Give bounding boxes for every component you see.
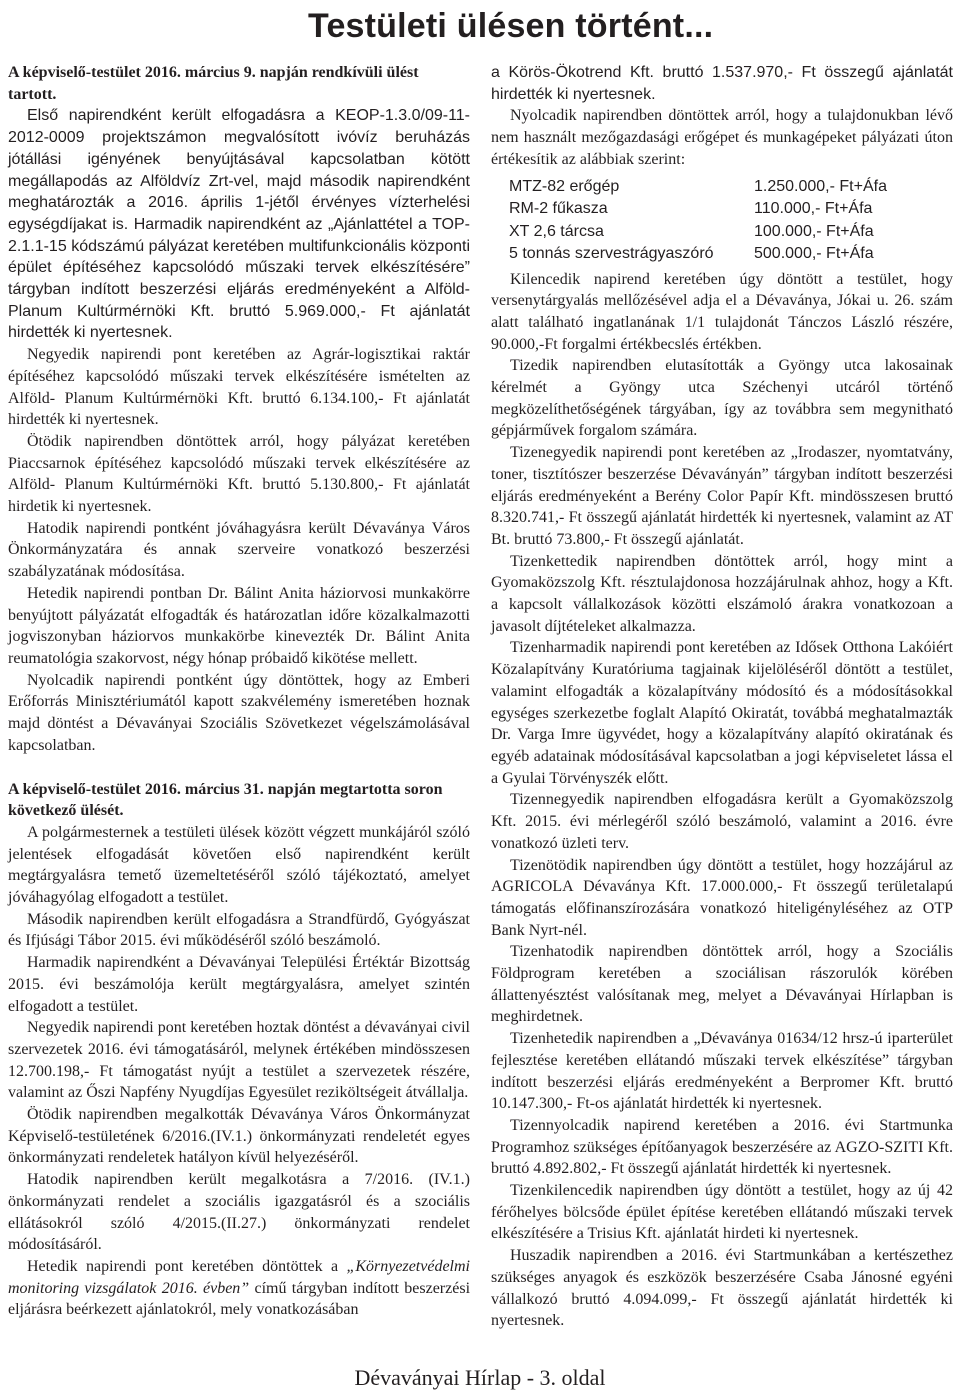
article-paragraph: A polgármesternek a testületi ülések között végzett munkájáról szóló jelentések elfogadását követően első napirendként került megtárgyalásra temető üzemeltetéséről szóló tájékoztató, amelyet jóváhagyólag elfogadott a testület. — [8, 823, 470, 907]
table-cell-item: RM-2 fűkasza — [509, 200, 608, 218]
session2-heading: A képviselő-testület 2016. március 31. napján megtartotta soron következő ülését. — [8, 780, 443, 820]
table-cell-item: 5 tonnás szervestrágyaszóró — [509, 245, 714, 263]
article-paragraph: a Körös-Ökotrend Kft. bruttó 1.537.970,- Ft összegű ajánlatát hirdették ki nyertesnek. — [491, 64, 953, 103]
machinery-price-table — [509, 176, 887, 266]
article-paragraph: Negyedik napirendi pont keretében az Agrár-logisztikai raktár építéséhez kapcsolódó műszaki tervek elkészítésére ismételten az Alföld- Planum Kultúrmérnöki Kft. bruttó 6.134.100,- Ft ajánlatát hirdették ki nyertesnek. — [8, 346, 470, 429]
article-paragraph: Nyolcadik napirendben döntöttek arról, hogy a tulajdonukban lévő nem használt mezőgazdasági erőgépet és munkagépeket pályázati úton értékesítik az alábbiak szerint: — [491, 107, 953, 168]
text-segment: Hetedik napirendi pont keretében döntöttek a — [27, 1257, 347, 1275]
article-paragraph: Tizennyolcadik napirend keretében a 2016. évi Startmunka Programhoz szükséges építőanyagok beszerzésére az AGZO-SZITI Kft. bruttó 4.892.802,- Ft összegű ajánlatát hirdették ki nyertesnek. — [491, 1116, 953, 1178]
table-cell-price: 110.000,- Ft+Áfa — [754, 200, 873, 218]
article-paragraph-last — [8, 1256, 470, 1321]
table-cell-price: 500.000,- Ft+Áfa — [754, 245, 874, 263]
italic-title: „Környezetvédelmi monitoring vizsgálatok 2016. évben” — [8, 1257, 470, 1297]
table-cell-price: 100.000,- Ft+Áfa — [754, 222, 874, 240]
article-paragraph: Nyolcadik napirendi pontként úgy döntöttek, hogy az Emberi Erőforrás Minisztériumától kapott szakvélemény ismeretében hoznak majd döntést a Dévaványai Szociális Szövetkezet végelszámolásával kapcsolatban. — [8, 671, 470, 754]
page-footer: Dévaványai Hírlap - 3. oldal — [354, 1365, 606, 1390]
article-paragraph: Ötödik napirendben megalkották Dévaványa Város Önkormányzat Képviselő-testületének 6/2016.(IV.1.) önkormányzati rendeletét egyes önkormányzati rendeletek hatályon kívül helyezéséről. — [8, 1106, 470, 1167]
article-paragraph: Negyedik napirendi pont keretében hoztak döntést a dévaványai civil szervezetek 2016. évi támogatásáról, melynek értékében mindösszesen 12.700.198,- Ft támogatást nyújt a testület a szervezetek részére, valamint az Őszi Napfény Nyugdíjas Egyesület reziköltségeit átvállalja. — [8, 1019, 470, 1102]
article-paragraph: Tizenharmadik napirendi pont keretében az Idősek Otthona Lakóiért Közalapítvány Kuratóriuma tagjainak kijelöléséről döntött a testület, valamint elfogadták a közalapítvány módosító és a módosításokkal egységes szerkezetbe foglalt Alapító Okiratát, továbbá meghatalmazták Dr. Varga Imre ügyvédet, hogy a közalapítvány alapító okiratának és egyéb adatainak módosításával kapcsolatban a jogi képviseletet lássa el a Gyulai Törvényszék előtt. — [491, 639, 953, 787]
article-paragraph: Első napirendként került elfogadásra a KEOP-1.3.0/09-11-2012-0009 projektszámon megvalósított ivóvíz beruházás jótállási igényének benyújtásával kapcsolatban kötött megállapodás az Alföldvíz Zrt-vel, majd második napirendként meghatározták a 2016. április 1-jétől érvényes vízterhelési egységdíjakat is. Harmadik napirendként az „Ajánlattétel a TOP-2.1.1-15 kódszámú pályázat keretében multifunkcionális központi épület építéséhez kapcsolódó műszaki tervek elkészítésére” tárgyban indított beszerzési eljárás eredményeként a Alföld- Planum Kultúrmérnöki Kft. bruttó 5.969.000,- Ft ajánlatát hirdették ki nyertesnek. — [8, 107, 470, 342]
article-paragraph: Hetedik napirendi pontban Dr. Bálint Anita háziorvosi munkakörre benyújtott pályázatát elfogadták és határozatlan időre közalkalmazotti jogviszonyban háziorvos munkakörbe kinevezték Dr. Bálint Anita reumatológia szakorvost, négy hónap próbaidő kikötése mellett. — [8, 584, 470, 667]
article-paragraph: Második napirendben került elfogadásra a Strandfürdő, Gyógyászat és Ifjúsági Tábor 2015. évi működéséről szóló beszámoló. — [8, 910, 470, 950]
table-cell-item: XT 2,6 tárcsa — [509, 222, 604, 240]
article-paragraph: Tizedik napirendben elutasították a Gyöngy utca lakosainak kérelmét a Gyöngy utca Széchenyi utcáról történő megközelíthetőségének tárgyában, így az továbbra sem megynitható gépjárművek forgalom számára. — [491, 357, 953, 440]
table-row — [509, 221, 887, 244]
table-row — [509, 198, 887, 221]
session1-heading: A képviselő-testület 2016. március 9. napján rendkívüli ülést tartott. — [8, 64, 419, 103]
article-paragraph: Tizenegyedik napirendi pont keretében az „Irodaszer, nyomtatvány, toner, tisztítószer beszerzése Dévaványán” tárgyban indított beszerzési eljárás eredményeként a Berény Color Papír Kft. mindösszesen bruttó 8.320.741,- Ft összegű ajánlatát hirdették ki nyertesnek, valamint az AT Bt. bruttó 73.800,- Ft összegű ajánlatát. — [491, 444, 953, 548]
table-row — [509, 176, 887, 199]
page-title: Testületi ülésen történt... — [308, 7, 714, 45]
table-cell-price: 1.250.000,- Ft+Áfa — [754, 177, 887, 195]
table-row — [509, 243, 887, 266]
article-paragraph: Tizenhatodik napirendben döntöttek arról, hogy a Szociális Földprogram keretében a szociálisan rászorulók körében állattenyésztést valósítanak meg, melyet a Dévaványai Hírlapban is meghirdetnek. — [491, 943, 953, 1026]
article-paragraph: Tizenötödik napirendben úgy döntött a testület, hogy hozzájárul az AGRICOLA Dévaványa Kft. 17.000.000,- Ft összegű területalapú támogatás előfinanszírozására vonatkozó hiteligényléséhez az OTP Bank Nyrt-nél. — [491, 856, 953, 939]
article-paragraph: Hatodik napirendi pontként jóváhagyásra került Dévaványa Város Önkormányzatára és annak szerveire vonatkozó beszerzési szabályzatának módosítása. — [8, 519, 470, 581]
left-column — [8, 62, 470, 1321]
text-segment: című tárgyban indított beszerzési eljárásra beérkezett ajánlatokról, mely vonatkozásában — [8, 1279, 471, 1319]
article-paragraph: Tizenkilencedik napirendben úgy döntött a testület, hogy az új 42 férőhelyes bölcsőde épület építése keretében ellátandó műszaki tervek elkészítésére a Trisius Kft. ajánlatát hirdeti ki nyertesnek. — [491, 1182, 953, 1243]
article-paragraph: Ötödik napirendben döntöttek arról, hogy pályázat keretében Piaccsarnok építéséhez kapcsolódó műszaki tervek elkészítésére az Alföld- Planum Kultúrmérnöki Kft. bruttó 5.130.800,- Ft ajánlatát hirdetik ki nyertesnek. — [8, 432, 470, 516]
article-paragraph: Tizenkettedik napirendben döntöttek arról, hogy mint a Gyomaközszolg Kft. résztulajdonosa hozzájárulnak ahhoz, hogy a Kft. a kapcsolt vállalkozások közötti elszámoló árakra vonatkozoan a javasolt díjtételeket alkalmazza. — [491, 552, 953, 635]
article-paragraph: Huszadik napirendben a 2016. évi Startmunkában a kertészethez szükséges anyagok és eszközök beszerzésére Csaba Jánosné egyéni vállalkozó bruttó 4.094.099,- Ft összegű ajánlatát hirdették ki nyertesnek. — [491, 1247, 953, 1330]
article-paragraph: Harmadik napirendként a Dévaványai Települési Értéktár Bizottság 2015. évi beszámolója került megtárgyalásra, amelyet szintén elfogadott a testület. — [8, 954, 470, 1015]
article-paragraph: Tizennegyedik napirendben elfogadásra került a Gyomaközszolg Kft. 2015. évi mérlegéről szóló beszámoló, valamint a 2016. évre vonatkozó üzleti terv. — [491, 791, 953, 852]
article-paragraph: Tizenhetedik napirendben a „Dévaványa 01634/12 hrsz-ú iparterület fejlesztése keretében ellátandó műszaki tervek elkészítése” tárgyban indított beszerzési eljárás eredményeként a Berpromer Kft. bruttó 10.147.300,- Ft-os ajánlatát hirdették ki nyertesnek. — [491, 1030, 953, 1113]
article-paragraph: Hatodik napirendben került megalkotásra a 7/2016. (IV.1.) önkormányzati rendelet a szociális igazgatásról és a szociális ellátásokról szóló 4/2015.(II.27.) önkormányzati rendelet módosításáról. — [8, 1171, 470, 1254]
table-cell-item: MTZ-82 erőgép — [509, 177, 620, 195]
right-column — [491, 62, 953, 1332]
article-paragraph: Kilencedik napirend keretében úgy döntött a testület, hogy versenytárgyalás mellőzésével adja el a Dévaványa, Jókai u. 26. szám alatt található ingatlanának 1/1 tulajdonát Tánczos László részére, 90.000,-Ft forgalmi értékbecslés értékben. — [491, 270, 953, 353]
